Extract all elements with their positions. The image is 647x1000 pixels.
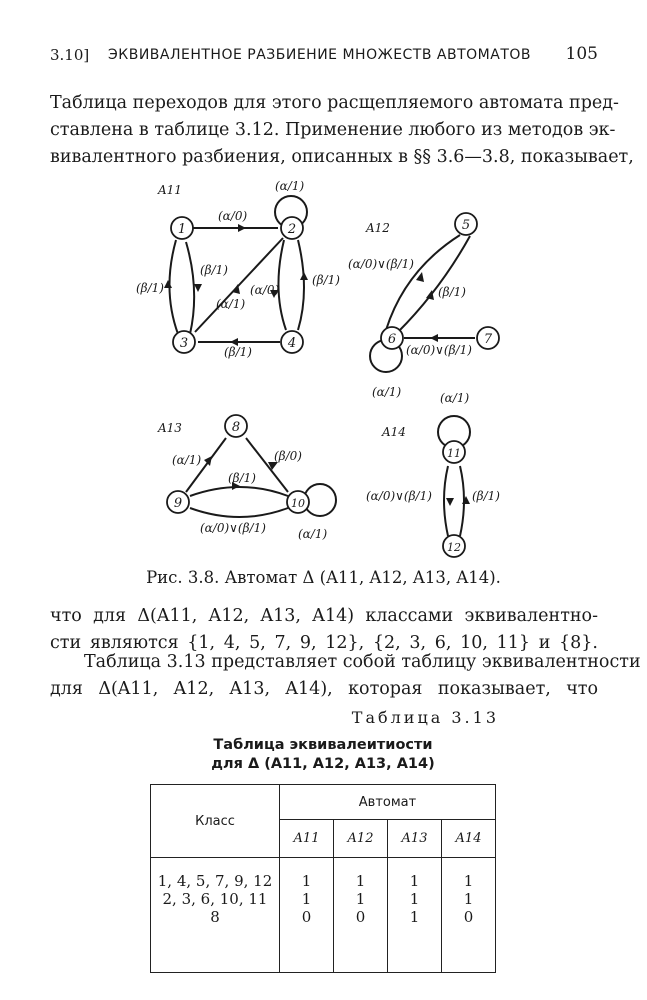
edge-9-10 [190, 487, 288, 496]
page-number: 105 [565, 44, 598, 64]
table-value: 1 [463, 872, 474, 890]
table-title [150, 736, 496, 774]
edge-label: (β/0) [274, 449, 302, 463]
paragraph-table-intro [50, 649, 641, 703]
edge-3-1 [186, 242, 194, 334]
section-number: 3.10] [50, 46, 90, 64]
edge-4-2 [298, 240, 304, 330]
table-title-line: Таблица эквивалеитиости [213, 737, 433, 753]
automaton-label: A11 [158, 183, 182, 197]
figure-caption: Рис. 3.8. Автомат Δ (A11, A12, A13, A14). [146, 568, 501, 587]
column-header: A11 [280, 820, 334, 858]
automaton-label: A12 [366, 221, 390, 235]
edge-11-12 [444, 466, 448, 536]
table-value: 1 [301, 872, 312, 890]
edge-label: (α/1) [275, 180, 305, 193]
edge-label: (β/1) [228, 471, 256, 485]
column-header: A13 [388, 820, 442, 858]
running-header [50, 44, 598, 68]
table-value: 1 [355, 872, 366, 890]
automaton-figure [120, 180, 540, 560]
edge-label: (β/1) [136, 281, 164, 295]
edge-label: (α/0) [250, 283, 280, 297]
edge-label: (β/1) [438, 285, 466, 299]
class-cell [151, 858, 280, 973]
edge-6-5 [386, 235, 460, 330]
edge-label: (β/1) [312, 273, 340, 287]
node-label: 10 [291, 497, 305, 510]
table-value: 1 [301, 890, 312, 908]
edge-label: (α/1) [216, 297, 246, 311]
table-value: 1 [355, 890, 366, 908]
edge-10-9 [190, 508, 288, 517]
node-label: 9 [173, 496, 183, 511]
class-value: 2, 3, 6, 10, 11 [162, 890, 268, 908]
text-line: сти являются {1, 4, 5, 7, 9, 12}, {2, 3, 6, 10, 11} и {8}. [50, 633, 598, 653]
edge-label: (α/0) [218, 209, 248, 223]
arrowhead [238, 224, 246, 232]
table-value: 0 [463, 908, 474, 926]
edge-label: (α/1) [440, 391, 470, 405]
edge-label: (α/1) [298, 527, 328, 541]
node-label: 4 [287, 336, 297, 351]
a13-cell [388, 858, 442, 973]
running-title: ЭКВИВАЛЕНТНОЕ РАЗБИЕНИЕ МНОЖЕСТВ АВТОМАТОВ [108, 47, 532, 63]
node-label: 7 [483, 332, 493, 347]
a11-cell [280, 858, 334, 973]
edge-label: (α/0)∨(β/1) [366, 489, 432, 503]
table-body [151, 858, 496, 973]
edge-12-11 [460, 466, 464, 536]
table-value: 1 [409, 872, 420, 890]
edge-label: (β/1) [224, 345, 252, 359]
text-line: Таблица переходов для этого расщепляемого автомата пред- [50, 93, 619, 113]
a12-cell [334, 858, 388, 973]
class-value: 8 [210, 908, 220, 926]
arrowhead [164, 280, 172, 288]
edge-label: (α/1) [372, 385, 402, 399]
arrowhead [430, 334, 438, 342]
node-label: 12 [447, 541, 461, 554]
text-line: для Δ(A11, A12, A13, A14), которая показывает, что [50, 679, 598, 699]
table-value: 1 [409, 908, 420, 926]
node-label: 8 [231, 420, 241, 435]
node-label: 5 [461, 218, 471, 233]
automaton-label: A14 [382, 425, 406, 439]
table-value: 1 [463, 890, 474, 908]
automaton-label: A13 [158, 421, 182, 435]
node-label: 2 [287, 222, 297, 237]
arrowhead [300, 272, 308, 280]
node-label: 3 [179, 336, 189, 351]
column-header: A14 [442, 820, 496, 858]
text-line: Таблица 3.13 представляет собой таблицу эквивалентности [84, 652, 641, 672]
edge-label: (β/1) [472, 489, 500, 503]
paragraph-intro [50, 90, 634, 171]
table-value: 1 [409, 890, 420, 908]
table-value: 0 [301, 908, 312, 926]
node-label: 1 [177, 222, 187, 237]
text-line: ставлена в таблице 3.12. Применение любого из методов эк- [50, 120, 616, 140]
node-label: 11 [447, 447, 461, 460]
automaton-diagram [120, 180, 540, 560]
table-title-line: для Δ (A11, A12, A13, A14) [211, 756, 435, 772]
edge-2-4 [278, 240, 286, 330]
arrowhead [446, 498, 454, 506]
column-header: A12 [334, 820, 388, 858]
a14-cell [442, 858, 496, 973]
text-line: что для Δ(A11, A12, A13, A14) классами эквивалентно- [50, 606, 598, 626]
header-automaton: Автомат [280, 785, 496, 820]
table-value: 0 [355, 908, 366, 926]
node-label: 6 [387, 332, 397, 347]
edge-label: (α/0)∨(β/1) [406, 343, 472, 357]
equivalence-table [150, 784, 496, 973]
edge-label: (β/1) [200, 263, 228, 277]
header-class: Класс [151, 785, 280, 858]
edge-label: (α/0)∨(β/1) [348, 257, 414, 271]
edge-label: (α/1) [172, 453, 202, 467]
table-label: Таблица 3.13 [351, 708, 499, 727]
arrowhead [194, 284, 202, 292]
edge-label: (α/0)∨(β/1) [200, 521, 266, 535]
class-value: 1, 4, 5, 7, 9, 12 [157, 872, 273, 890]
text-line: вивалентного разбиения, описанных в §§ 3.6—3.8, показывает, [50, 147, 634, 167]
